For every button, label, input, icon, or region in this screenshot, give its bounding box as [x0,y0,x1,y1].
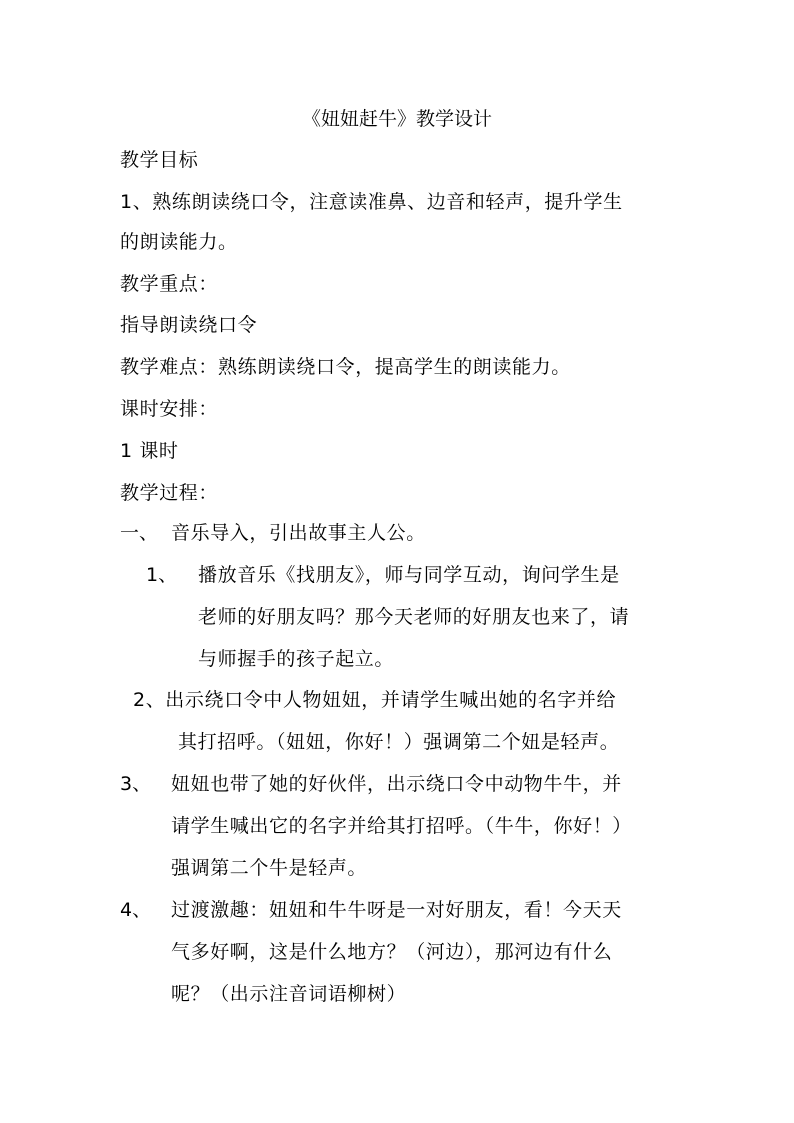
objective-1-line-2: 的朗读能力。 [120,231,238,253]
step-4-line-1: 过渡激趣：妞妞和牛牛呀是一对好朋友，看！今天天 [171,899,622,921]
step-2-line-1: 2、出示绕口令中人物妞妞，并请学生喊出她的名字并给 [133,689,617,711]
step-4-line-3: 呢？（出示注音词语柳树） [171,983,407,1005]
step-3-line-1: 妞妞也带了她的好伙伴，出示绕口令中动物牛牛，并 [171,773,622,795]
step-4-number: 4、 [120,899,152,921]
objectives-heading: 教学目标 [120,149,199,171]
step-1-number: 1、 [146,564,178,586]
section-1-number: 一、 [120,522,159,544]
step-3-line-2: 请学生喊出它的名字并给其打招呼。（牛牛，你好！） [171,815,632,837]
step-3-number: 3、 [120,773,152,795]
key-points-heading: 教学重点： [120,273,219,295]
section-1-text: 音乐导入，引出故事主人公。 [171,522,426,544]
document-title: 《妞妞赶牛》教学设计 [301,108,492,130]
schedule-heading: 课时安排： [120,398,219,420]
process-heading: 教学过程： [120,482,219,504]
step-4-line-2: 气多好啊，这是什么地方？（河边），那河边有什么 [171,941,613,963]
key-points-text: 指导朗读绕口令 [120,314,258,336]
difficulty-text: 教学难点：熟练朗读绕口令，提高学生的朗读能力。 [120,356,571,378]
objective-1-line-1: 1、熟练朗读绕口令，注意读准鼻、边音和轻声，提升学生 [120,191,623,213]
step-3-line-3: 强调第二个牛是轻声。 [171,857,368,879]
step-1-line-2: 老师的好朋友吗？那今天老师的好朋友也来了，请 [198,606,630,628]
step-1-line-1: 播放音乐《找朋友》，师与同学互动，询问学生是 [198,564,620,586]
step-2-line-2: 其打招呼。（妞妞，你好！）强调第二个妞是轻声。 [178,731,620,753]
step-1-line-3: 与师握手的孩子起立。 [198,648,395,670]
schedule-text: 1 课时 [120,440,179,462]
